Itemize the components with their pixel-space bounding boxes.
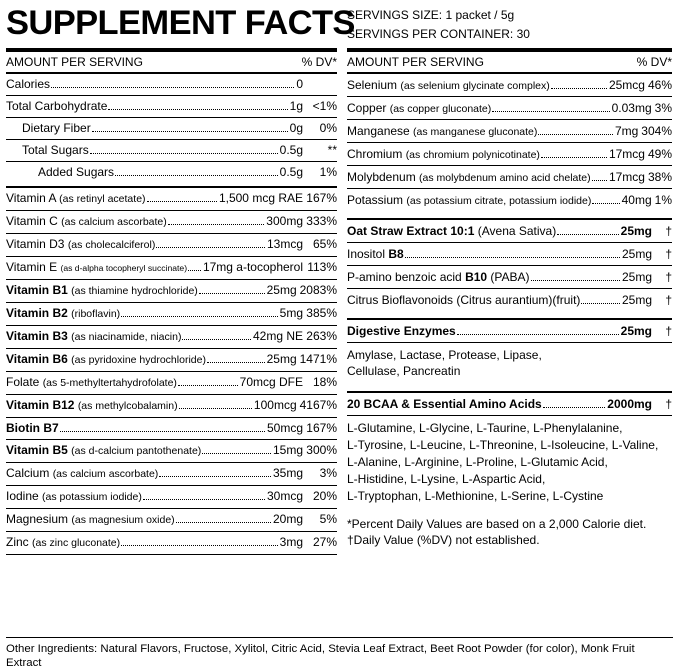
leader-dots: [51, 87, 294, 88]
nutrient-dv: 113%: [307, 260, 337, 274]
nutrient-amount: 5mg: [279, 306, 303, 320]
nutrient-row: [6, 372, 337, 395]
nutrient-amount: 70mcg DFE: [239, 375, 303, 389]
nutrient-row: [6, 349, 337, 372]
leader-dots: [178, 385, 238, 386]
bcaa-blend-name: 20 BCAA & Essential Amino Acids: [347, 397, 542, 411]
footnotes: [347, 510, 672, 548]
nutrient-amount: 100mcg: [253, 398, 297, 412]
bcaa-line: L-Glutamine, L-Glycine, L-Taurine, L-Phenylalanine,: [347, 421, 623, 435]
nutrient-name: Vitamin E (as d-alpha tocopheryl succinate): [6, 260, 188, 274]
nutrient-dv: 65%: [312, 237, 337, 251]
nutrient-dv: 5%: [319, 512, 337, 526]
leader-dots: [92, 131, 288, 132]
nutrient-name: Vitamin B5 (as d-calcium pantothenate): [6, 443, 202, 457]
nutrient-row: [6, 234, 337, 257]
nutrient-name: Manganese (as manganese gluconate): [347, 123, 538, 138]
nutrient-amount: 0.5g: [279, 165, 303, 179]
bcaa-line: L-Tyrosine, L-Leucine, L-Threonine, L-Isoleucine, L-Valine,: [347, 438, 659, 452]
leader-dots: [457, 334, 619, 335]
leader-dots: [538, 134, 613, 135]
nutrient-row: [347, 120, 672, 143]
two-column-body: [6, 4, 673, 633]
leader-dots: [179, 408, 252, 409]
leader-dots: [188, 270, 201, 271]
nutrient-dv: 1471%: [299, 352, 337, 366]
leader-dots: [182, 339, 251, 340]
nutrient-row: [347, 266, 672, 289]
nutrient-dv: 333%: [306, 214, 337, 228]
servings-per-container: SERVINGS PER CONTAINER: 30: [347, 27, 530, 41]
nutrient-row: [6, 509, 337, 532]
nutrient-dv: 263%: [306, 329, 337, 343]
nutrient-dv: 3%: [654, 100, 672, 115]
nutrient-dv: 3%: [319, 466, 337, 480]
nutrient-amount: 50mcg: [266, 421, 303, 435]
enzyme-blend-name: Digestive Enzymes: [347, 324, 456, 338]
nutrient-amount: 300mg: [266, 214, 303, 228]
nutrient-row: [6, 440, 337, 463]
nutrient-name: Vitamin D3 (as cholecalciferol): [6, 237, 156, 251]
enzyme-line: Amylase, Lactase, Protease, Lipase,: [347, 348, 542, 362]
nutrient-name: Vitamin B1 (as thiamine hydrochloride): [6, 283, 198, 297]
nutrient-amount: 25mg: [266, 283, 297, 297]
botanical-block: [347, 218, 672, 311]
nutrient-name: Oat Straw Extract 10:1 (Avena Sativa): [347, 224, 557, 238]
leader-dots: [108, 109, 287, 110]
dv-label-left: % DV*: [301, 54, 337, 69]
bcaa-amount: 2000mg: [607, 397, 652, 411]
nutrient-amount: 1,500 mcg RAE: [218, 191, 303, 205]
nutrient-amount: 1g: [289, 99, 303, 113]
enzyme-ingredient-list: [347, 343, 672, 384]
nutrient-dv: 49%: [647, 146, 672, 161]
leader-dots: [199, 293, 265, 294]
nutrient-amount: 42mg NE: [252, 329, 303, 343]
nutrient-dv: 4167%: [299, 398, 337, 412]
leader-dots: [592, 203, 619, 204]
nutrient-name: Added Sugars: [38, 165, 115, 179]
nutrient-row: [6, 303, 337, 326]
footnote-dv-not-established: †Daily Value (%DV) not established.: [347, 533, 540, 547]
leader-dots: [147, 201, 217, 202]
nutrient-name: Iodine (as potassium iodide): [6, 489, 142, 503]
leader-dots: [121, 316, 278, 317]
serving-size: SERVINGS SIZE: 1 packet / 5g: [347, 8, 515, 22]
nutrient-row: [6, 140, 337, 162]
nutrient-row: [347, 289, 672, 311]
nutrient-amount: 17mcg: [608, 146, 645, 161]
nutrient-row: [6, 162, 337, 183]
nutrient-name: Inositol B8: [347, 247, 404, 261]
nutrient-name: Total Sugars: [22, 143, 89, 157]
leader-dots: [592, 180, 607, 181]
leader-dots: [176, 522, 271, 523]
right-column: [344, 4, 672, 633]
nutrient-dv: 27%: [312, 535, 337, 549]
leader-dots: [143, 499, 265, 500]
nutrient-amount: 25mg: [266, 352, 297, 366]
nutrient-row: [6, 486, 337, 509]
vitamin-list: [6, 188, 337, 555]
nutrient-row: [347, 243, 672, 266]
nutrient-row: [347, 143, 672, 166]
nutrient-dv: 1%: [654, 192, 672, 207]
mineral-list: [347, 74, 672, 211]
leader-dots: [581, 303, 620, 304]
nutrient-row: [6, 118, 337, 140]
nutrient-amount: 0.5g: [279, 143, 303, 157]
leader-dots: [156, 247, 265, 248]
footnote-daily-value: *Percent Daily Values are based on a 2,000 Calorie diet.: [347, 517, 647, 531]
nutrient-dv: †: [665, 247, 672, 261]
nutrient-name: Selenium (as selenium glycinate complex): [347, 77, 550, 92]
nutrient-name: Total Carbohydrate: [6, 99, 108, 113]
right-header-row: [347, 52, 672, 72]
enzyme-header-row: [347, 320, 672, 343]
nutrient-row: [6, 188, 337, 211]
nutrient-name: Magnesium (as magnesium oxide): [6, 512, 175, 526]
left-column: [6, 4, 355, 633]
nutrient-dv: †: [665, 224, 672, 238]
nutrient-dv: 304%: [641, 123, 672, 138]
leader-dots: [531, 280, 620, 281]
dv-label-right: % DV*: [636, 55, 672, 69]
nutrient-row: [6, 211, 337, 234]
nutrient-amount: 25mcg: [608, 77, 645, 92]
nutrient-dv: 1%: [319, 165, 337, 179]
nutrient-row: [6, 463, 337, 486]
nutrient-dv: 2083%: [299, 283, 337, 297]
nutrient-name: Vitamin B6 (as pyridoxine hydrochloride): [6, 352, 206, 366]
nutrient-row: [347, 220, 672, 243]
leader-dots: [492, 111, 609, 112]
nutrient-name: Biotin B7: [6, 421, 59, 435]
nutrient-dv: 300%: [306, 443, 337, 457]
nutrient-amount: 17mg a-tocopherol: [202, 260, 303, 274]
nutrient-name: Vitamin B3 (as niacinamide, niacin): [6, 329, 182, 343]
nutrient-name: Vitamin C (as calcium ascorbate): [6, 214, 167, 228]
bcaa-line: L-Histidine, L-Lysine, L-Aspartic Acid,: [347, 472, 546, 486]
nutrient-row: [347, 97, 672, 120]
amount-per-serving-label-left: AMOUNT PER SERVING: [6, 54, 143, 69]
leader-dots: [405, 257, 620, 258]
nutrient-dv: **: [327, 143, 337, 157]
enzyme-dv: †: [665, 324, 672, 338]
nutrient-name: Dietary Fiber: [22, 121, 91, 135]
nutrient-amount: 25mg: [621, 247, 652, 261]
bcaa-block: [347, 391, 672, 510]
leader-dots: [202, 453, 271, 454]
nutrient-row: [347, 166, 672, 189]
nutrient-name: Calories: [6, 77, 51, 91]
bcaa-line: L-Alanine, L-Arginine, L-Proline, L-Glutamic Acid,: [347, 455, 608, 469]
nutrient-row: [6, 280, 337, 303]
leader-dots: [115, 175, 278, 176]
nutrient-dv: 385%: [306, 306, 337, 320]
nutrient-row: [6, 96, 337, 118]
nutrient-dv: 20%: [312, 489, 337, 503]
left-header-row: [6, 52, 337, 72]
leader-dots: [121, 545, 278, 546]
leader-dots: [60, 431, 265, 432]
page-title: SUPPLEMENT FACTS: [6, 4, 355, 42]
nutrient-amount: 7mg: [614, 123, 639, 138]
nutrient-row: [347, 74, 672, 97]
bcaa-ingredient-list: [347, 416, 672, 510]
bcaa-header-row: [347, 393, 672, 416]
nutrient-name: Copper (as copper gluconate): [347, 100, 492, 115]
bcaa-line: L-Tryptophan, L-Methionine, L-Serine, L-Cystine: [347, 489, 604, 503]
leader-dots: [557, 234, 618, 235]
nutrient-amount: 0g: [289, 121, 303, 135]
nutrient-name: Vitamin B2 (riboflavin): [6, 306, 121, 320]
nutrient-amount: 17mcg: [608, 169, 645, 184]
other-ingredients: Other Ingredients: Natural Flavors, Fructose, Xylitol, Citric Acid, Stevia Leaf Extract, Beet Root Powder (for color), Monk Fruit Extract: [6, 643, 635, 669]
amount-per-serving-label-right: AMOUNT PER SERVING: [347, 55, 484, 69]
nutrient-amount: 35mg: [272, 466, 303, 480]
nutrient-amount: 30mcg: [266, 489, 303, 503]
nutrient-dv: †: [665, 293, 672, 307]
nutrient-row: [6, 326, 337, 349]
leader-dots: [90, 153, 278, 154]
nutrient-name: Citrus Bioflavonoids (Citrus aurantium)(fruit): [347, 293, 581, 307]
nutrient-dv: 167%: [306, 421, 337, 435]
nutrient-amount: 0: [296, 77, 303, 91]
nutrient-row: [347, 189, 672, 211]
nutrient-dv: 18%: [312, 375, 337, 389]
nutrient-amount: 25mg: [621, 293, 652, 307]
nutrient-amount: 13mcg: [266, 237, 303, 251]
nutrient-dv: 46%: [647, 77, 672, 92]
nutrient-amount: 15mg: [272, 443, 303, 457]
nutrient-dv: 38%: [647, 169, 672, 184]
nutrient-dv: <1%: [312, 99, 337, 113]
nutrient-row: [6, 418, 337, 440]
nutrient-name: Potassium (as potassium citrate, potassium iodide): [347, 192, 592, 207]
nutrient-name: Calcium (as calcium ascorbate): [6, 466, 159, 480]
enzyme-line: Cellulase, Pancreatin: [347, 364, 461, 378]
nutrient-dv: †: [665, 270, 672, 284]
nutrient-amount: 40mg: [621, 192, 652, 207]
leader-dots: [168, 224, 265, 225]
nutrient-amount: 0.03mg: [611, 100, 652, 115]
nutrient-row: [6, 395, 337, 418]
nutrient-row: [6, 257, 337, 280]
nutrient-amount: 25mg: [621, 270, 652, 284]
leader-dots: [207, 362, 265, 363]
nutrient-amount: 25mg: [620, 224, 652, 238]
nutrient-dv: 167%: [306, 191, 337, 205]
leader-dots: [551, 88, 607, 89]
leader-dots: [159, 476, 271, 477]
nutrient-row: [6, 532, 337, 555]
bcaa-dv: †: [665, 397, 672, 411]
digestive-enzymes-block: [347, 318, 672, 384]
leader-dots: [543, 407, 606, 408]
nutrient-name: P-amino benzoic acid B10 (PABA): [347, 270, 530, 284]
nutrient-name: Zinc (as zinc gluconate): [6, 535, 121, 549]
nutrient-dv: 0%: [319, 121, 337, 135]
nutrient-name: Chromium (as chromium polynicotinate): [347, 146, 540, 161]
nutrient-row: [6, 74, 337, 96]
nutrient-name: Folate (as 5-methyltertahydrofolate): [6, 375, 177, 389]
enzyme-amount: 25mg: [620, 324, 652, 338]
nutrient-name: Vitamin B12 (as methylcobalamin): [6, 398, 178, 412]
nutrient-name: Molybdenum (as molybdenum amino acid chelate): [347, 169, 591, 184]
nutrient-amount: 20mg: [272, 512, 303, 526]
nutrient-amount: 3mg: [279, 535, 303, 549]
nutrient-name: Vitamin A (as retinyl acetate): [6, 191, 146, 205]
leader-dots: [541, 157, 607, 158]
